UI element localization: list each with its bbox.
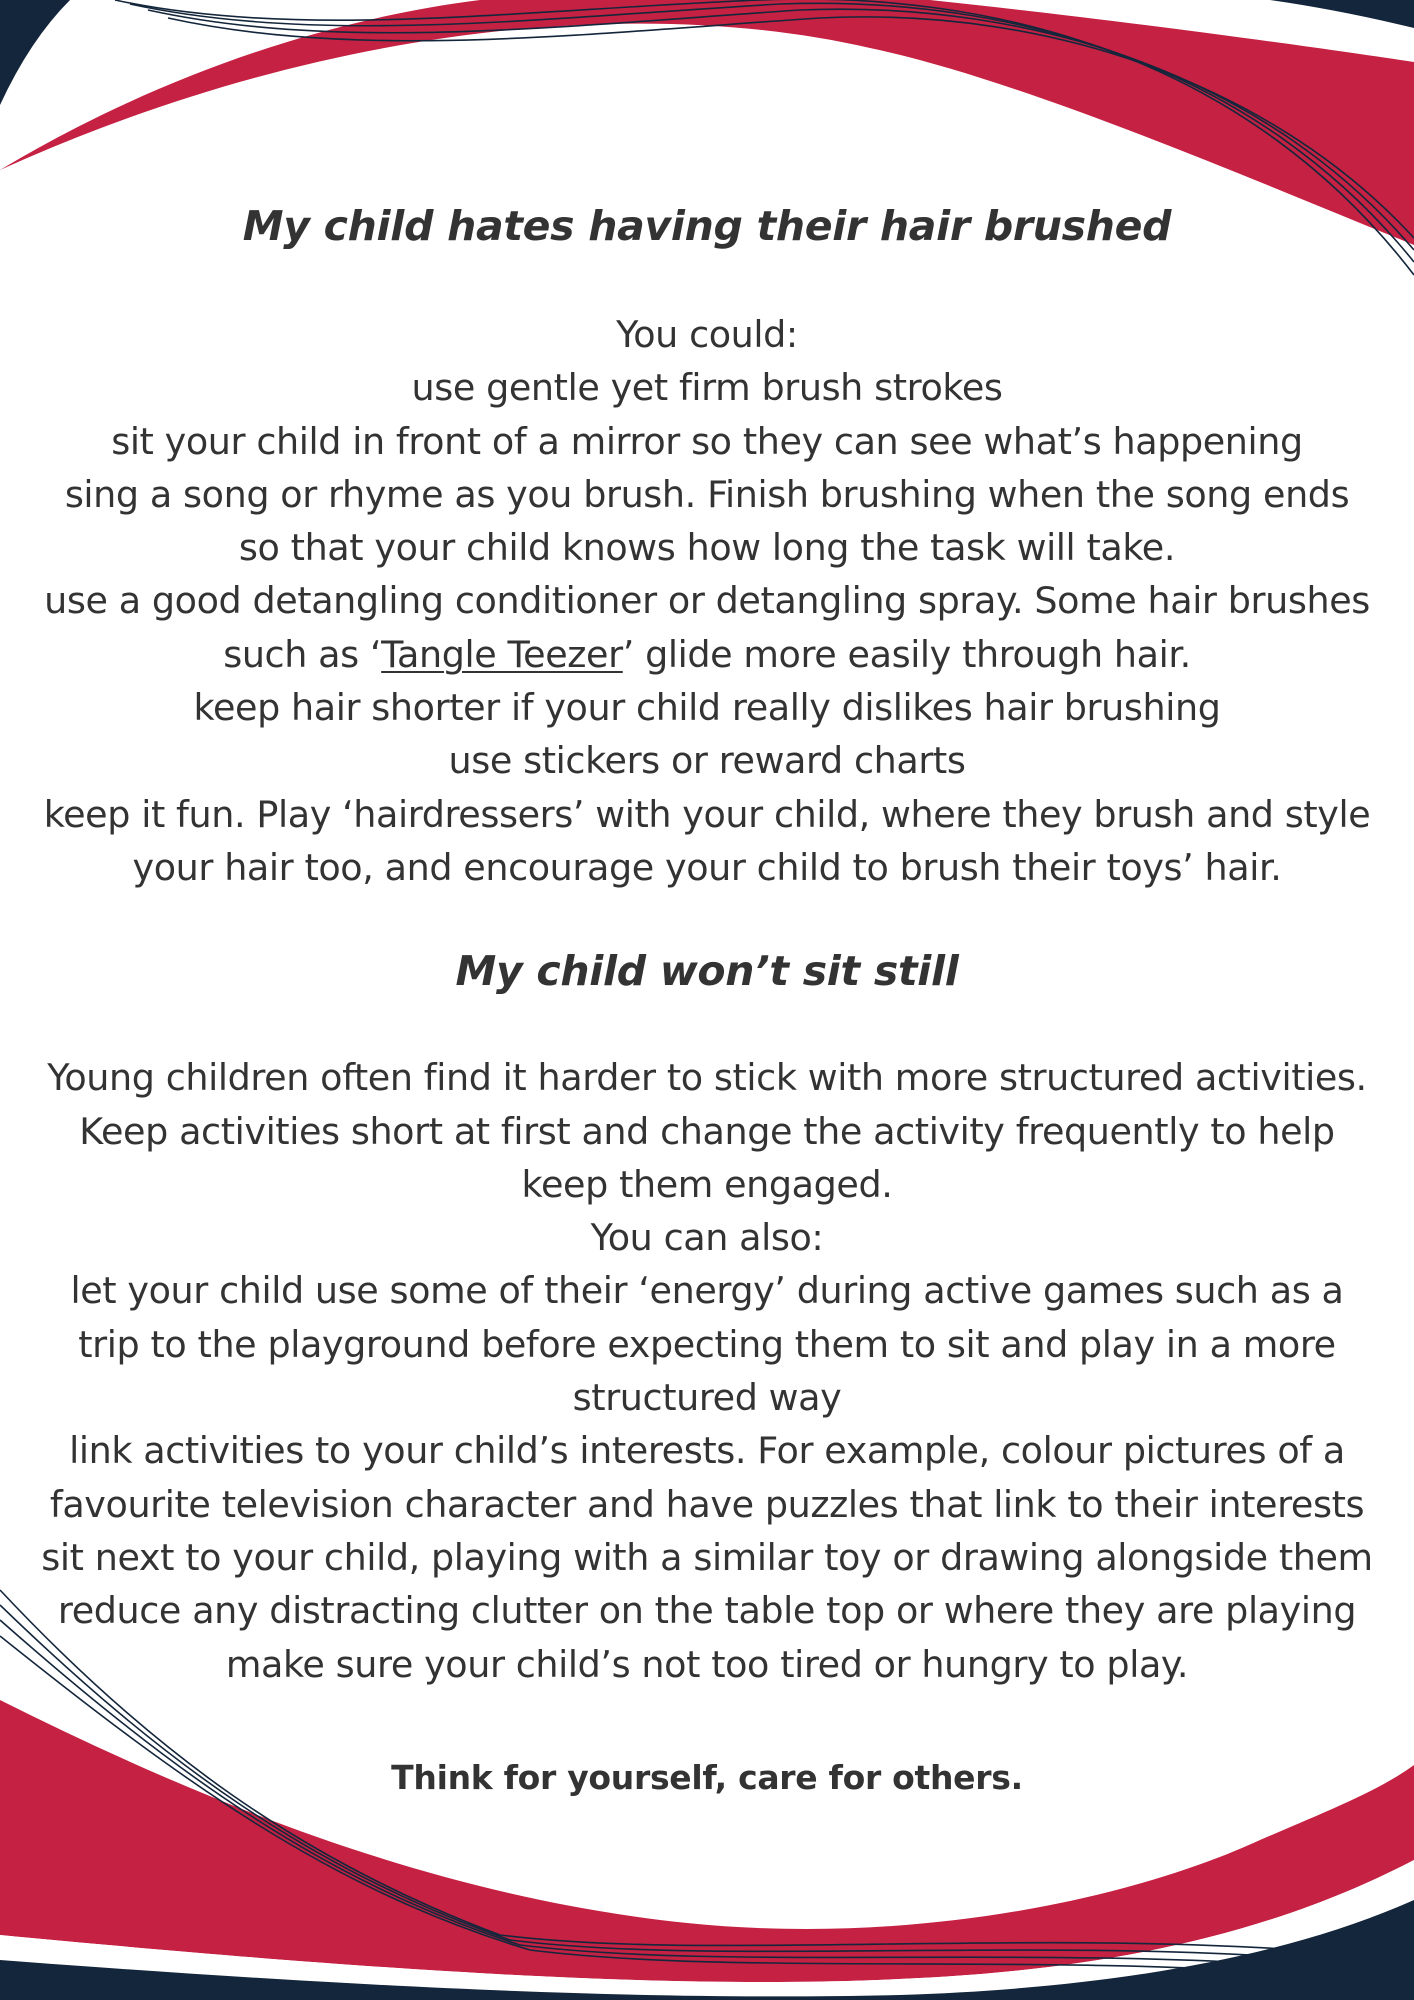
top-right-navy-corner — [1270, 0, 1414, 28]
sit-still-tip-item: link activities to your child’s interests. For example, colour pictures of a favourite television character and have puzzles that link to their interests — [49, 1429, 1365, 1526]
sit-still-also: You can also: — [590, 1216, 824, 1260]
hair-tips-intro: You could: — [616, 313, 798, 356]
hair-tip-item: use stickers or reward charts — [448, 739, 966, 783]
footer-motto: Think for yourself, care for others. — [391, 1757, 1023, 1797]
hair-tip-item: use gentle yet firm brush strokes — [411, 366, 1003, 410]
hair-tip-item: keep it fun. Play ‘hairdressers’ with your child, where they brush and style your hair too, and encourage your child to brush their toys’ hair. — [43, 792, 1371, 889]
sit-still-tip-item: reduce any distracting clutter on the table top or where they are playing — [57, 1589, 1357, 1633]
tangle-teezer-link[interactable]: Tangle Teezer — [381, 632, 623, 676]
sit-still-tip-item: make sure your child’s not too tired or hungry to play. — [225, 1642, 1189, 1686]
sit-still-tip-item: let your child use some of their ‘energy’ during active games such as a trip to the playground before expecting them to sit and play in a more structured way — [70, 1269, 1344, 1420]
hair-tip-item: keep hair shorter if your child really dislikes hair brushing — [193, 686, 1221, 730]
hair-brushing-tips — [40, 308, 1374, 894]
section-title-sit-still: My child won’t sit still — [455, 947, 959, 996]
detangle-text-after: ’ glide more easily through hair. — [622, 632, 1191, 676]
hair-tip-item: sing a song or rhyme as you brush. Finish brushing when the song ends so that your child knows how long the task will take. — [64, 472, 1350, 570]
sit-still-tip-item: sit next to your child, playing with a similar toy or drawing alongside them — [41, 1535, 1373, 1579]
top-left-navy-corner — [0, 0, 70, 105]
hair-tip-detangle — [40, 574, 1374, 681]
sit-still-tips — [40, 1051, 1374, 1691]
section-title-hair-brushing: My child hates having their hair brushed — [242, 202, 1172, 250]
document-content — [40, 196, 1374, 1803]
sit-still-intro: Young children often find it harder to stick with more structured activities. Keep activities short at first and change the activity frequently to help keep them engaged. — [47, 1056, 1367, 1206]
detangle-text-before: use a good detangling conditioner or detangling spray. Some hair brushes such as ‘ — [44, 579, 1370, 676]
hair-tip-item: sit your child in front of a mirror so they can see what’s happening — [111, 419, 1303, 463]
